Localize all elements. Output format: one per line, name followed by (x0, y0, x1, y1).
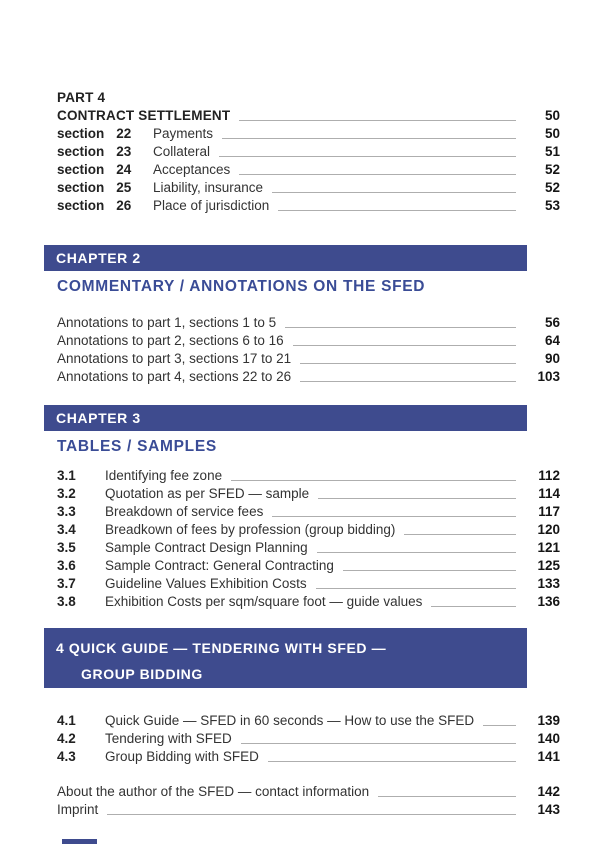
section-word: section (57, 144, 105, 159)
entry-title: Annotations to part 3, sections 17 to 21 (57, 351, 292, 366)
page-footer-banner-fragment (62, 839, 97, 844)
entry-title: Guideline Values Exhibition Costs (105, 576, 307, 591)
entry-number: 3.3 (57, 504, 76, 519)
toc-row (57, 368, 560, 386)
chapter2-banner (44, 245, 527, 271)
entry-title: Quick Guide — SFED in 60 seconds — How to use the SFED (105, 713, 475, 728)
page-number: 140 (537, 731, 560, 746)
section-number: 22 (116, 126, 132, 141)
page-number: 50 (544, 108, 560, 123)
page-number: 143 (537, 802, 560, 817)
section-label (57, 125, 153, 143)
toc-row (57, 332, 560, 350)
toc-row (57, 197, 560, 215)
toc-row (57, 539, 560, 557)
page-number: 64 (544, 333, 560, 348)
dot-leader (404, 521, 516, 535)
page-number: 50 (544, 126, 560, 141)
toc-row (57, 521, 560, 539)
section-label (57, 143, 153, 161)
toc-row (57, 783, 560, 801)
page-number: 121 (537, 540, 560, 555)
dot-leader (272, 179, 516, 193)
entry-title: Imprint (57, 802, 99, 817)
chapter4-rows (57, 712, 560, 766)
toc-row (57, 748, 560, 766)
chapter3-rows (57, 467, 560, 611)
toc-row (57, 179, 560, 197)
entry-title: Liability, insurance (153, 180, 264, 195)
dot-leader (241, 730, 516, 744)
entry-title: Annotations to part 4, sections 22 to 26 (57, 369, 292, 384)
dot-leader (316, 575, 516, 589)
chapter3-heading: TABLES / SAMPLES (57, 438, 217, 455)
entry-title: Annotations to part 1, sections 1 to 5 (57, 315, 277, 330)
section-number: 23 (116, 144, 132, 159)
dot-leader (318, 485, 516, 499)
chapter4-banner-line1: 4 QUICK GUIDE — TENDERING WITH SFED — (56, 640, 387, 656)
entry-title: Sample Contract: General Contracting (105, 558, 334, 573)
toc-row (57, 143, 560, 161)
page-number: 112 (538, 468, 560, 483)
entry-title: CONTRACT SETTLEMENT (57, 108, 231, 123)
toc-row (57, 161, 560, 179)
dot-leader (317, 539, 516, 553)
dot-leader (300, 350, 516, 364)
page-number: 52 (544, 162, 560, 177)
toc-row (57, 314, 560, 332)
section-label (57, 161, 153, 179)
dot-leader (278, 197, 516, 211)
chapter4-banner (44, 628, 527, 688)
toc-row (57, 467, 560, 485)
entry-number: 3.6 (57, 558, 76, 573)
entry-number: 3.4 (57, 522, 76, 537)
section-word: section (57, 180, 105, 195)
page-number: 120 (537, 522, 560, 537)
entry-title: Tendering with SFED (105, 731, 232, 746)
back-matter-rows (57, 783, 560, 819)
page-number: 52 (544, 180, 560, 195)
toc-content (57, 0, 560, 819)
entry-title: Group Bidding with SFED (105, 749, 259, 764)
chapter4-banner-line2: GROUP BIDDING (81, 666, 203, 682)
entry-number: 4.2 (57, 731, 76, 746)
entry-title: Breadkown of fees by profession (group bidding) (105, 522, 396, 537)
chapter2-heading: COMMENTARY / ANNOTATIONS ON THE SFED (57, 278, 426, 295)
dot-leader (285, 314, 516, 328)
toc-row (57, 503, 560, 521)
entry-title: Quotation as per SFED — sample (105, 486, 310, 501)
page-number: 56 (544, 315, 560, 330)
section-word: section (57, 198, 105, 213)
page-number: 125 (537, 558, 560, 573)
dot-leader (272, 503, 516, 517)
page-number: 114 (538, 486, 560, 501)
dot-leader (378, 783, 516, 797)
entry-title: Exhibition Costs per sqm/square foot — guide values (105, 594, 423, 609)
toc-row (57, 350, 560, 368)
part4-rows (57, 107, 560, 215)
page-number: 53 (544, 198, 560, 213)
entry-number: 3.2 (57, 486, 76, 501)
section-number: 24 (116, 162, 132, 177)
entry-title: Collateral (153, 144, 211, 159)
entry-title: Place of jurisdiction (153, 198, 270, 213)
entry-number: 3.1 (57, 468, 76, 483)
toc-row (57, 125, 560, 143)
entry-number: 3.5 (57, 540, 76, 555)
entry-number: 4.3 (57, 749, 76, 764)
section-number: 25 (116, 180, 132, 195)
dot-leader (293, 332, 516, 346)
dot-leader (222, 125, 516, 139)
page-number: 103 (537, 369, 560, 384)
toc-row (57, 593, 560, 611)
section-label (57, 197, 153, 215)
entry-title: Breakdown of service fees (105, 504, 264, 519)
entry-number: 4.1 (57, 713, 76, 728)
toc-row (57, 107, 560, 125)
toc-row (57, 730, 560, 748)
entry-title: Payments (153, 126, 214, 141)
page-number: 117 (538, 504, 560, 519)
section-word: section (57, 162, 105, 177)
entry-title: About the author of the SFED — contact information (57, 784, 370, 799)
toc-row (57, 575, 560, 593)
page-number: 90 (544, 351, 560, 366)
section-number: 26 (116, 198, 132, 213)
page-number: 139 (537, 713, 560, 728)
entry-number: 3.7 (57, 576, 76, 591)
dot-leader (231, 467, 516, 481)
dot-leader (239, 161, 516, 175)
entry-number: 3.8 (57, 594, 76, 609)
dot-leader (343, 557, 516, 571)
entry-title: Acceptances (153, 162, 231, 177)
toc-row (57, 712, 560, 730)
part4-kicker: PART 4 (57, 90, 106, 105)
entry-title: Identifying fee zone (105, 468, 223, 483)
page-number: 141 (537, 749, 560, 764)
dot-leader (239, 107, 516, 121)
entry-title: Annotations to part 2, sections 6 to 16 (57, 333, 284, 348)
page-number: 136 (537, 594, 560, 609)
dot-leader (431, 593, 516, 607)
dot-leader (107, 801, 516, 815)
chapter2-rows (57, 314, 560, 386)
chapter3-banner-label: CHAPTER 3 (56, 410, 141, 426)
dot-leader (483, 712, 516, 726)
toc-row (57, 485, 560, 503)
page-number: 51 (544, 144, 560, 159)
section-word: section (57, 126, 105, 141)
page-number: 142 (537, 784, 560, 799)
toc-row (57, 557, 560, 575)
dot-leader (300, 368, 516, 382)
toc-row (57, 801, 560, 819)
chapter3-banner (44, 405, 527, 431)
section-label (57, 179, 153, 197)
dot-leader (219, 143, 516, 157)
dot-leader (268, 748, 516, 762)
entry-title: Sample Contract Design Planning (105, 540, 308, 555)
page-number: 133 (537, 576, 560, 591)
chapter2-banner-label: CHAPTER 2 (56, 250, 141, 266)
